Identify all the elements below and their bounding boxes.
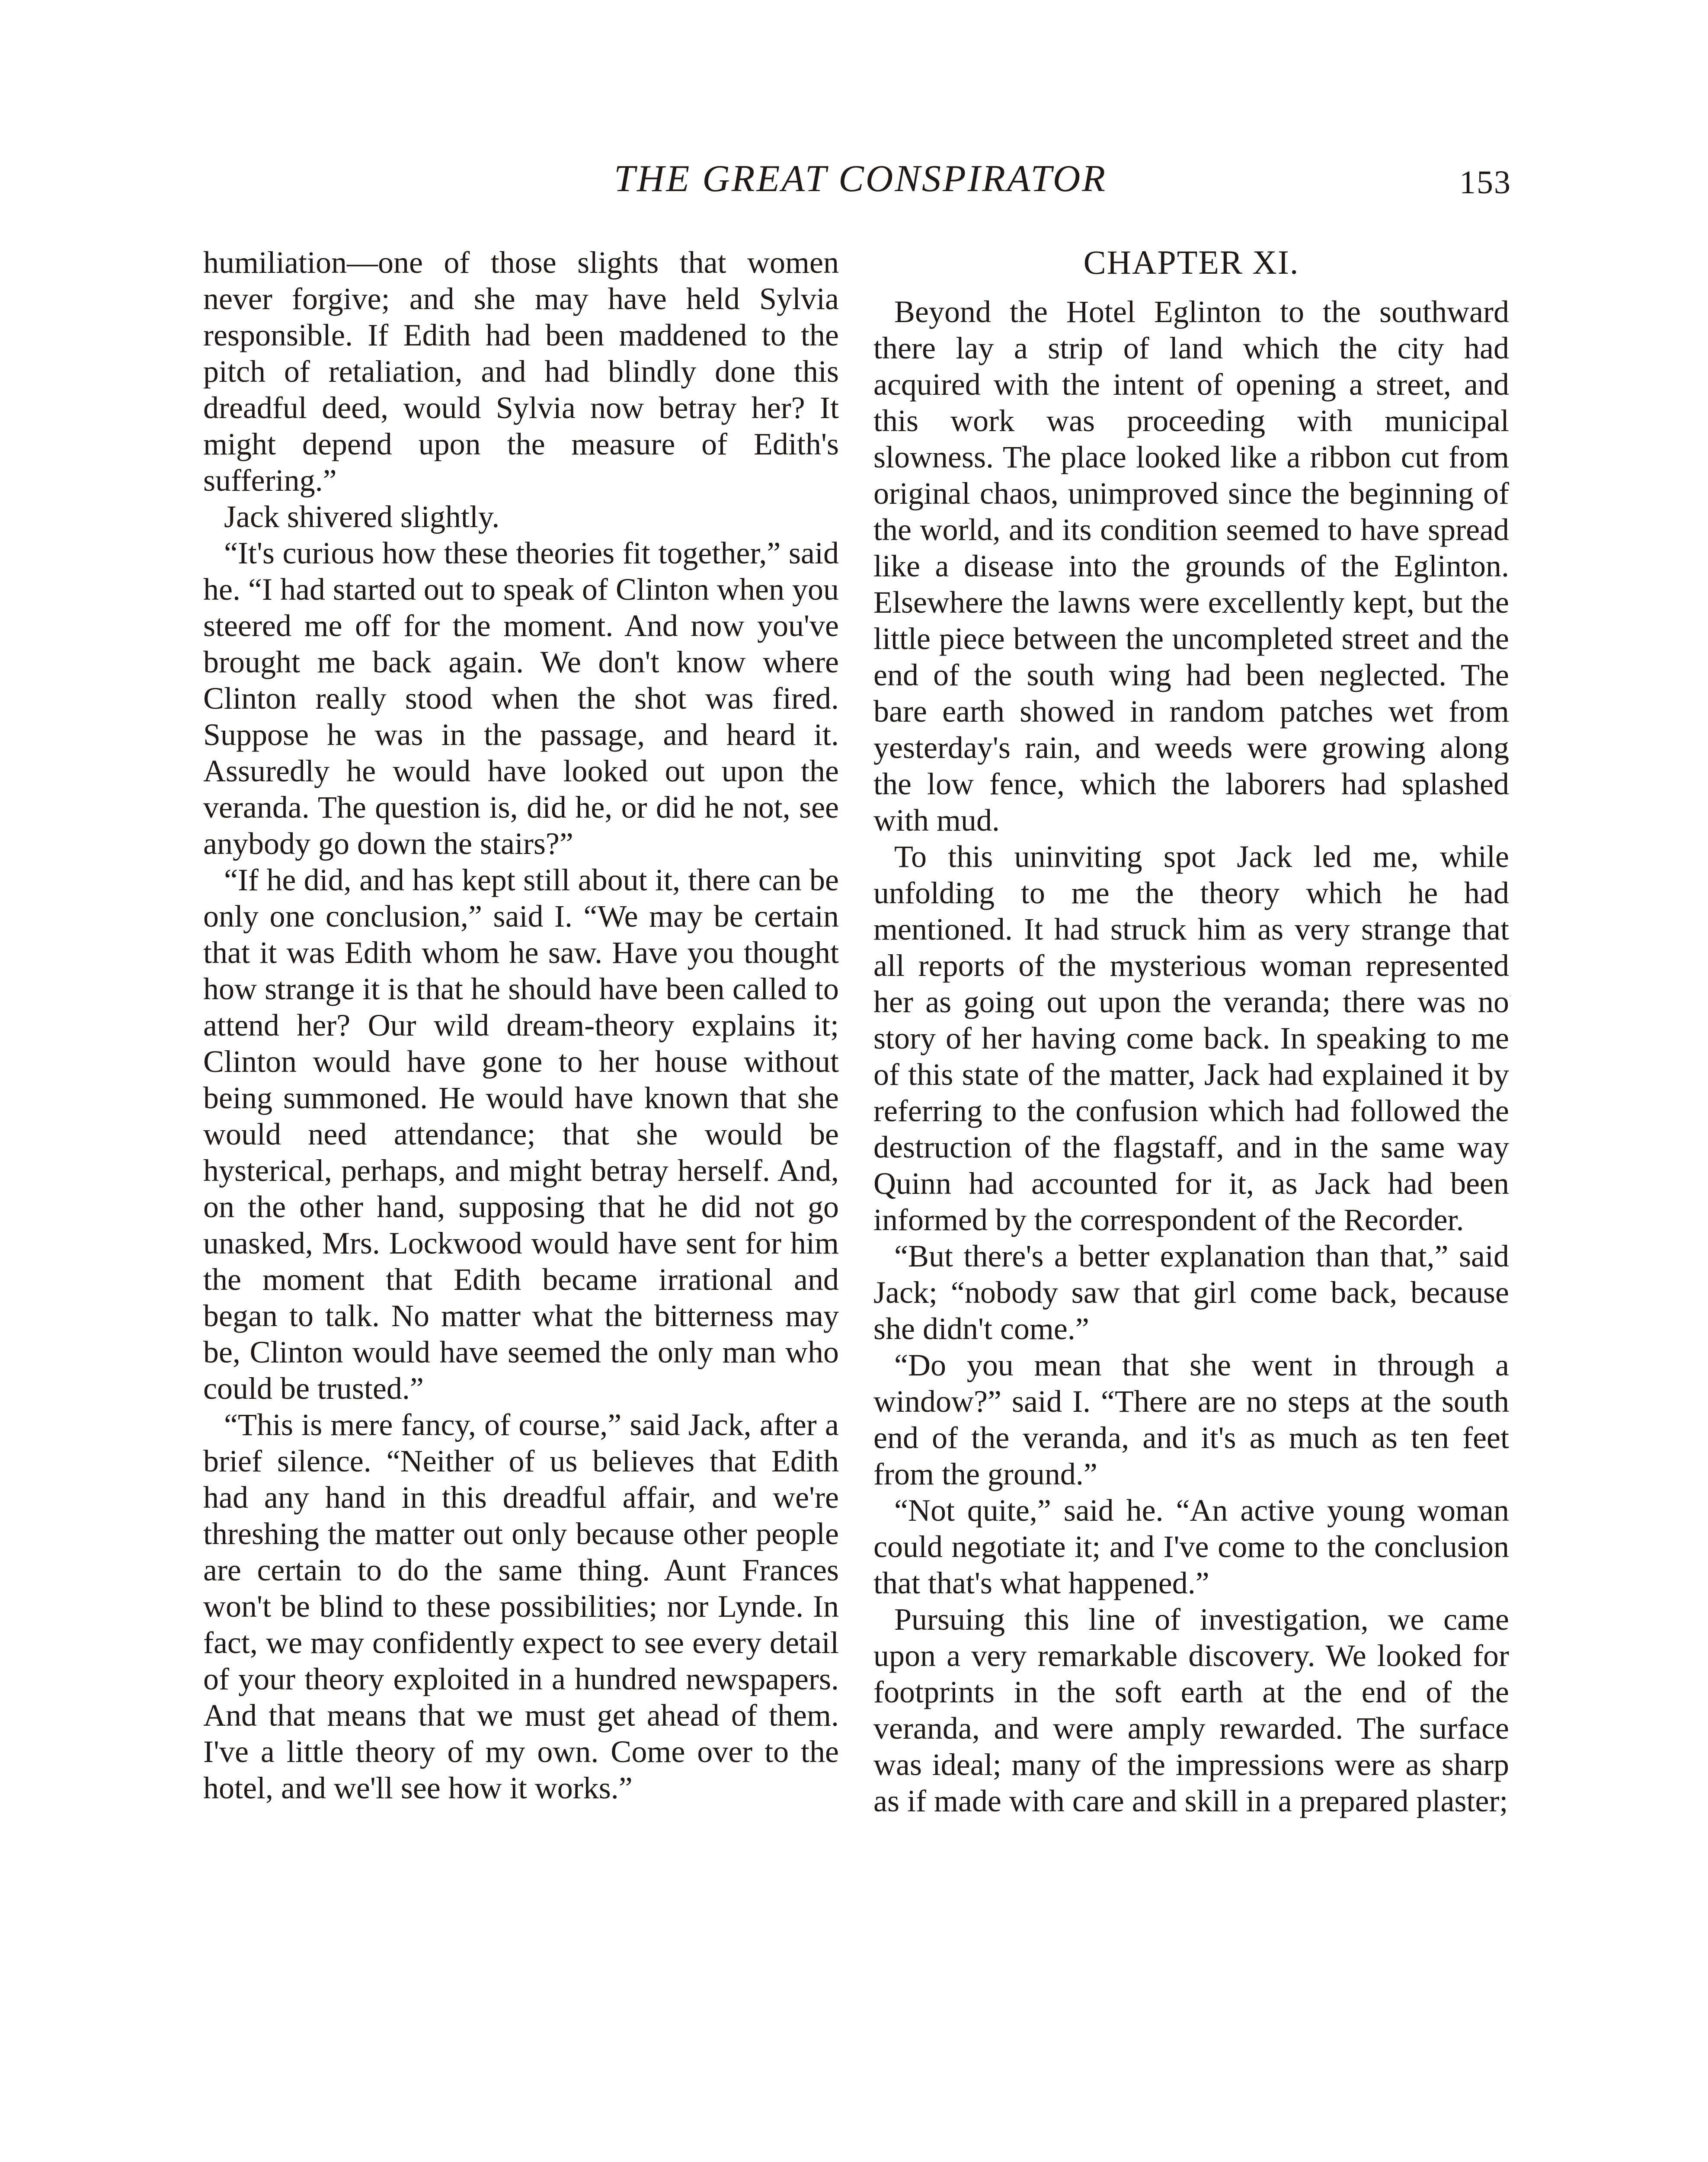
- running-head: [0, 0, 1708, 225]
- paper-speck: [502, 1189, 503, 1190]
- running-title: THE GREAT CONSPIRATOR: [614, 158, 1107, 200]
- left-paragraph: humiliation—one of those slights that women never forgive; and she may have held Sylvia responsible. If Edith had been maddened to the pitch of retaliation, and had blindly done this dreadful deed, would Sylvia now betray her? It might depend upon the measure of Edith's suffering.”: [203, 245, 839, 498]
- left-paragraph: “If he did, and has kept still about it, there can be only one conclusion,” said I. “We may be certain that it was Edith whom he saw. Have you thought how strange it is that he should have been called to attend her? Our wild dream-theory explains it; Clinton would have gone to her house without being summoned. He would have known that she would need attendance; that she would be hysterical, perhaps, and might betray herself. And, on the other hand, supposing that he did not go unasked, Mrs. Lockwood would have sent for him the moment that Edith became irrational and began to talk. No matter what the bitterness may be, Clinton would have seemed the only man who could be trusted.”: [203, 863, 839, 1406]
- right-paragraph: Pursuing this line of investigation, we came upon a very remarkable discovery. We looked for footprints in the soft earth at the end of the veranda, and were amply rewarded. The surface was ideal; many of the impressions were as sharp as if made with care and skill in a prepared plaster;: [873, 1602, 1509, 1818]
- left-paragraph: Jack shivered slightly.: [224, 499, 500, 534]
- left-column: [203, 244, 839, 1806]
- left-paragraph: “It's curious how these theories fit together,” said he. “I had started out to speak of Clinton when you steered me off for the moment. And now you've brought me back again. We don't know where Clinton really stood when the shot was fired. Suppose he was in the passage, and heard it. Assuredly he would have looked out upon the veranda. The question is, did he, or did he not, see anybody go down the stairs?”: [203, 536, 839, 861]
- right-column: [873, 244, 1509, 1819]
- right-paragraph: “Not quite,” said he. “An active young woman could negotiate it; and I've come to the conclusion that that's what happened.”: [873, 1493, 1509, 1600]
- chapter-title: CHAPTER XI.: [1083, 243, 1299, 281]
- page-number: 153: [1459, 164, 1511, 201]
- right-paragraph: Beyond the Hotel Eglinton to the southward there lay a strip of land which the city had acquired with the intent of opening a street, and this work was proceeding with municipal slowness. The place looked like a ribbon cut from original chaos, unimproved since the beginning of the world, and its condition seemed to have spread like a disease into the grounds of the Eglinton. Elsewhere the lawns were excellently kept, but the little piece between the uncompleted street and the end of the south wing had been neglected. The bare earth showed in random patches wet from yesterday's rain, and weeds were growing along the low fence, which the laborers had splashed with mud.: [873, 294, 1509, 838]
- right-paragraph: “Do you mean that she went in through a window?” said I. “There are no steps at the south end of the veranda, and it's as much as ten feet from the ground.”: [873, 1348, 1509, 1491]
- right-paragraph: To this uninviting spot Jack led me, while unfolding to me the theory which he had mentioned. It had struck him as very strange that all reports of the mysterious woman represented her as going out upon the veranda; there was no story of her having come back. In speaking to me of this state of the matter, Jack had explained it by referring to the confusion which had followed the destruction of the flagstaff, and in the same way Quinn had accounted for it, as Jack had been informed by the correspondent of the Recorder.: [873, 839, 1509, 1237]
- paper-speck: [1509, 995, 1512, 997]
- right-paragraph: “But there's a better explanation than that,” said Jack; “nobody saw that girl come back, because she didn't come.”: [873, 1239, 1509, 1346]
- left-paragraph: “This is mere fancy, of course,” said Jack, after a brief silence. “Neither of us believes that Edith had any hand in this dreadful affair, and we're threshing the matter out only because other people are certain to do the same thing. Aunt Frances won't be blind to these possibilities; nor Lynde. In fact, we may confidently expect to see every detail of your theory exploited in a hundred newspapers. And that means that we must get ahead of them. I've a little theory of my own. Come over to the hotel, and we'll see how it works.”: [203, 1407, 839, 1805]
